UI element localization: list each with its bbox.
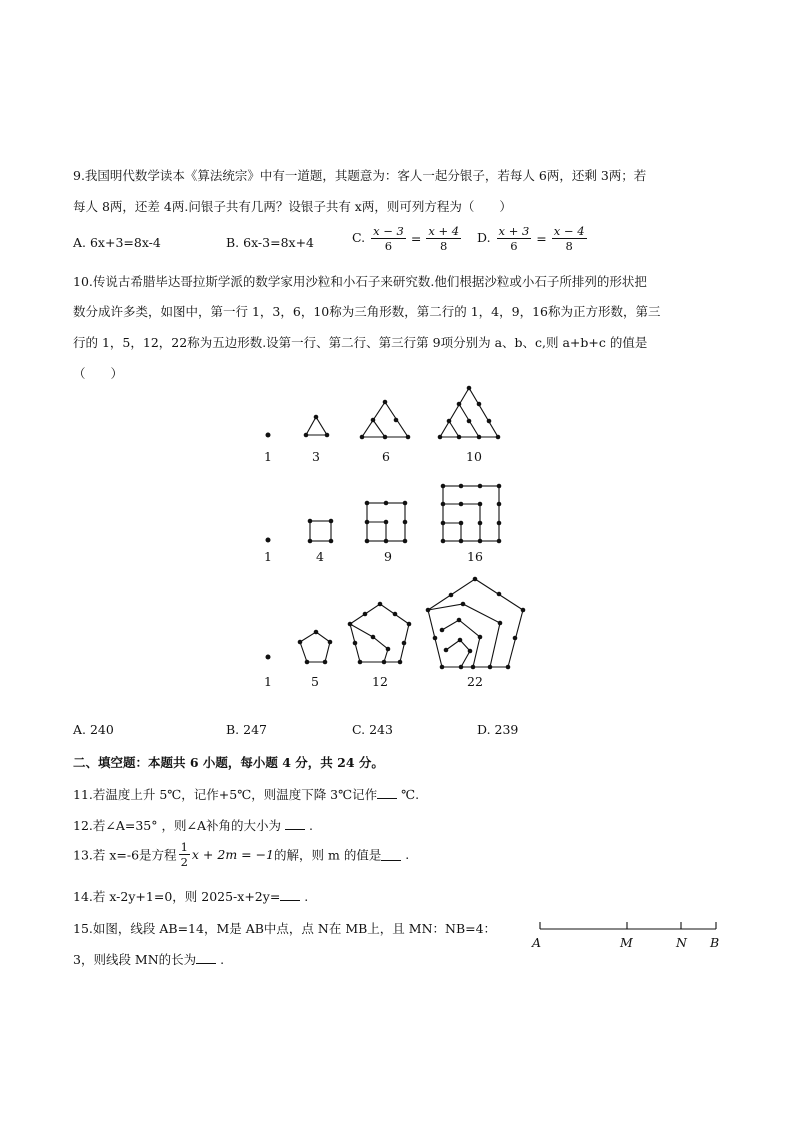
pentagon-5	[300, 632, 330, 662]
q9-option-b: B. 6x-3=8x+4	[226, 235, 314, 250]
q12	[73, 816, 313, 834]
q9-d-eq: =	[536, 231, 547, 246]
q13-fraction	[179, 840, 190, 869]
q15-line2	[73, 950, 224, 968]
q14-blank	[280, 888, 300, 901]
q9-c-den2: 8	[440, 239, 448, 253]
q15-post: .	[216, 952, 225, 967]
q11-text: 11.若温度上升 5℃，记作+5℃，则温度下降 3℃记作	[73, 787, 378, 802]
triangle-6	[362, 402, 408, 437]
q15-text2: 3，则线段 MN的长为	[73, 952, 197, 967]
q14-post: .	[300, 889, 309, 904]
q12-post: .	[304, 818, 313, 833]
q11-post: ℃.	[397, 787, 420, 802]
q9-option-c-label: C.	[352, 230, 366, 245]
q9-line1: 9.我国明代数学读本《算法统宗》中有一道题，其题意为：客人一起分银子，若每人 6两，还剩 3两；若	[73, 168, 647, 183]
section-fill-in-header: 二、填空题：本题共 6 小题，每小题 4 分，共 24 分。	[73, 755, 384, 770]
q9-option-d-label: D.	[477, 230, 491, 245]
triangle-3	[306, 417, 327, 435]
q13-equation: x + 2m = −1	[191, 847, 275, 862]
q13-post: .	[401, 847, 410, 862]
q15-blank	[196, 951, 216, 964]
square-16	[443, 486, 499, 541]
q9-c-num2: x + 4	[428, 224, 460, 238]
point-a-label: A	[532, 935, 542, 950]
q9-d-den1: 6	[510, 239, 518, 253]
q13-text2: 的解，则 m 的值是	[274, 847, 382, 863]
q10-option-d: D. 239	[477, 722, 519, 737]
q15-line1: 15.如图，线段 AB=14，M是 AB中点，点 N在 MB上，且 MN：NB=4：	[73, 921, 497, 936]
square-4	[310, 521, 331, 541]
figurate-dots	[266, 386, 526, 670]
q13-frac-den: 2	[180, 855, 188, 869]
q11	[73, 785, 419, 803]
q9-d-num1: x + 3	[498, 224, 530, 238]
q13-frac-num: 1	[180, 840, 188, 854]
row1-label-2: 3	[312, 449, 320, 464]
q13-blank	[381, 848, 401, 861]
q9-c-eq: =	[410, 231, 422, 246]
row2-label-4: 16	[467, 549, 483, 564]
q11-blank	[377, 786, 397, 799]
q9-option-a: A. 6x+3=8x-4	[73, 235, 161, 250]
point-m-label: M	[620, 935, 633, 950]
q14-text: 14.若 x-2y+1=0，则 2025-x+2y=	[73, 889, 281, 904]
q10-option-a: A. 240	[73, 722, 114, 737]
row3-label-3: 12	[372, 674, 388, 689]
point-b-label: B	[710, 935, 720, 950]
row2-label-3: 9	[384, 549, 392, 564]
pentagon-22	[428, 579, 523, 667]
q12-text: 12.若∠A=35° ，则∠A补角的大小为	[73, 818, 285, 833]
row2-label-2: 4	[316, 549, 324, 564]
q9-c-den1: 6	[384, 239, 393, 253]
q10-option-b: B. 247	[226, 722, 267, 737]
q9-line2: 每人 8两，还差 4两.问银子共有几两？设银子共有 x两，则可列方程为（ ）	[73, 199, 512, 214]
row3-label-4: 22	[467, 674, 483, 689]
q10-line3: 行的 1，5，12，22称为五边形数.设第一行、第二行、第三行第 9项分别为 a、b、c,则 a+b+c 的值是	[73, 335, 648, 350]
q9-c-num1: x − 3	[373, 224, 404, 238]
row3-label-1: 1	[264, 674, 272, 689]
row2-label-1: 1	[264, 549, 272, 564]
q14	[73, 887, 308, 905]
q9-d-num2: x − 4	[553, 224, 585, 238]
q12-blank	[285, 817, 305, 830]
q10-line2: 数分成许多类，如图中，第一行 1，3，6，10称为三角形数，第二行的 1，4，9，16称为正方形数，第三	[73, 304, 661, 319]
triangle-10	[440, 388, 498, 437]
point-n-label: N	[676, 935, 687, 950]
row1-label-3: 6	[382, 449, 390, 464]
pentagon-12	[350, 604, 409, 662]
row1-label-4: 10	[466, 449, 482, 464]
q9-d-den2: 8	[565, 239, 573, 253]
q10-line1: 10.传说古希腊毕达哥拉斯学派的数学家用沙粒和小石子来研究数.他们根据沙粒或小石子所排列的形状把	[73, 274, 647, 289]
q13	[73, 840, 409, 869]
q10-option-c: C. 243	[352, 722, 393, 737]
q13-text: 13.若 x=-6是方程	[73, 847, 177, 863]
row1-label-1: 1	[264, 449, 272, 464]
q15-segment-figure	[540, 922, 716, 929]
q10-line4: （ ）	[73, 366, 124, 381]
row3-label-2: 5	[311, 674, 319, 689]
